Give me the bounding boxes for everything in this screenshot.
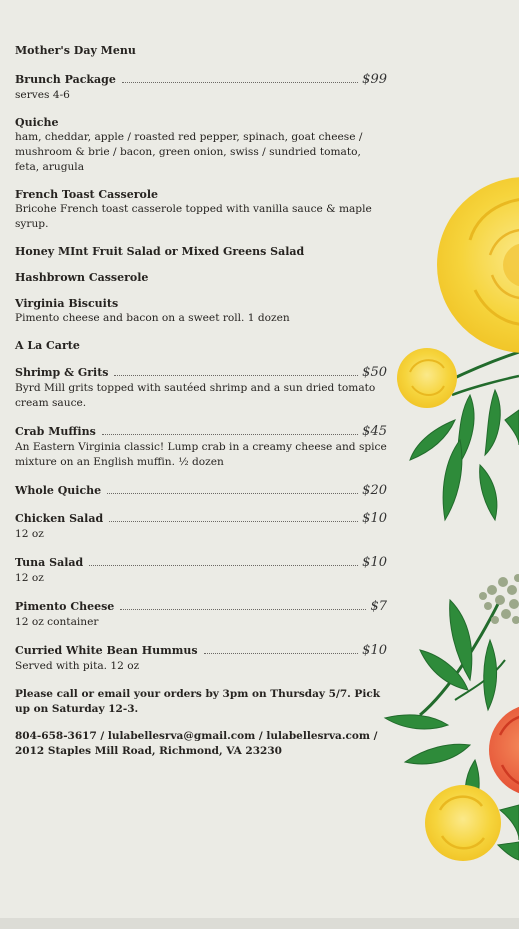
dot-leader (89, 565, 358, 566)
menu-item-name: Whole Quiche (15, 484, 102, 497)
menu-item (15, 297, 387, 326)
menu-item-row (15, 116, 387, 129)
menu-item-row (15, 511, 387, 526)
dot-leader (109, 521, 358, 522)
order-note: Please call or email your orders by 3pm on Thursday 5/7. Pick up on Saturday 12-3. (15, 688, 380, 715)
menu-item-name: Chicken Salad (15, 512, 104, 525)
menu-item-name: Virginia Biscuits (15, 297, 119, 310)
menu-items (15, 72, 387, 674)
menu-item-price: $45 (362, 424, 387, 439)
dot-leader (107, 493, 358, 494)
dot-leader (122, 82, 358, 83)
dot-leader (120, 609, 366, 610)
rose-yellow-large-icon (437, 177, 519, 353)
menu-item-row (15, 339, 387, 352)
menu-item-name: A La Carte (15, 339, 80, 352)
menu-item-description: Byrd Mill grits topped with sautéed shrimp and a sun dried tomato cream sauce. (15, 382, 376, 409)
menu-item-row (15, 245, 387, 258)
menu-item (15, 424, 387, 470)
menu-item-row (15, 643, 387, 658)
menu-item-name: Honey MInt Fruit Salad or Mixed Greens Salad (15, 245, 305, 258)
menu-item-name: Pimento Cheese (15, 600, 115, 613)
menu-item-row (15, 297, 387, 310)
flower-yellow-bottom-icon (425, 785, 501, 861)
menu-item-description: Bricohe French toast casserole topped with vanilla sauce & maple syrup. (15, 203, 372, 230)
menu-item-price: $99 (362, 72, 387, 87)
menu-item-name: Tuna Salad (15, 556, 84, 569)
menu-item-price: $10 (362, 643, 387, 658)
menu-title: Mother's Day Menu (15, 44, 136, 57)
menu-item (15, 555, 387, 586)
menu-item-row (15, 365, 387, 380)
menu-item-price: $10 (362, 511, 387, 526)
menu-item-description: 12 oz (15, 528, 44, 540)
menu-item-row (15, 271, 387, 284)
bottom-edge (0, 918, 519, 929)
menu-item-row (15, 424, 387, 439)
menu-item-name: Hashbrown Casserole (15, 271, 149, 284)
menu-item-description: 12 oz container (15, 616, 99, 628)
menu-item-name: Brunch Package (15, 73, 116, 86)
menu-item (15, 511, 387, 542)
menu-item-row (15, 188, 387, 201)
dot-leader (204, 653, 359, 654)
flower-yellow-small-icon (397, 348, 457, 408)
menu-content (15, 44, 387, 771)
menu-item-price: $10 (362, 555, 387, 570)
menu-item-price: $7 (370, 599, 387, 614)
menu-item-name: Curried White Bean Hummus (15, 644, 198, 657)
menu-item (15, 271, 387, 284)
menu-item (15, 643, 387, 674)
menu-item-description: ham, cheddar, apple / roasted red pepper, spinach, goat cheese / mushroom & brie / bacon, green onion, swiss / sundried tomato, feta, arugula (15, 131, 363, 173)
menu-item-name: Crab Muffins (15, 425, 96, 438)
leaf-bottom-right-icon (498, 805, 519, 860)
menu-item-row (15, 483, 387, 498)
menu-item (15, 245, 387, 258)
menu-item-description: An Eastern Virginia classic! Lump crab in a creamy cheese and spice mixture on an English muffin. ½ dozen (15, 441, 387, 468)
menu-item (15, 599, 387, 630)
berry-cluster-icon (479, 574, 519, 624)
menu-item-description: serves 4-6 (15, 89, 70, 101)
menu-item-name: French Toast Casserole (15, 188, 158, 201)
menu-item-row (15, 555, 387, 570)
dot-leader (102, 434, 358, 435)
menu-item (15, 72, 387, 103)
flower-red-icon (489, 704, 519, 796)
leaf-sprig-lower-icon (385, 600, 505, 815)
menu-item-description: Served with pita. 12 oz (15, 660, 140, 672)
menu-item-price: $20 (362, 483, 387, 498)
contact-info: 804-658-3617 / lulabellesrva@gmail.com / lulabellesrva.com / 2012 Staples Mill Road, Richmond, VA 23230 (15, 730, 378, 757)
menu-item (15, 365, 387, 411)
menu-item-description: Pimento cheese and bacon on a sweet roll. 1 dozen (15, 312, 290, 324)
menu-item-price: $50 (362, 365, 387, 380)
dot-leader (114, 375, 358, 376)
menu-item (15, 339, 387, 352)
leaf-sprig-upper-icon (410, 352, 519, 520)
menu-item-row (15, 599, 387, 614)
menu-item-name: Quiche (15, 116, 59, 129)
menu-item (15, 483, 387, 498)
menu-item (15, 116, 387, 175)
menu-item (15, 188, 387, 232)
menu-item-name: Shrimp & Grits (15, 366, 109, 379)
menu-item-description: 12 oz (15, 572, 44, 584)
menu-item-row (15, 72, 387, 87)
